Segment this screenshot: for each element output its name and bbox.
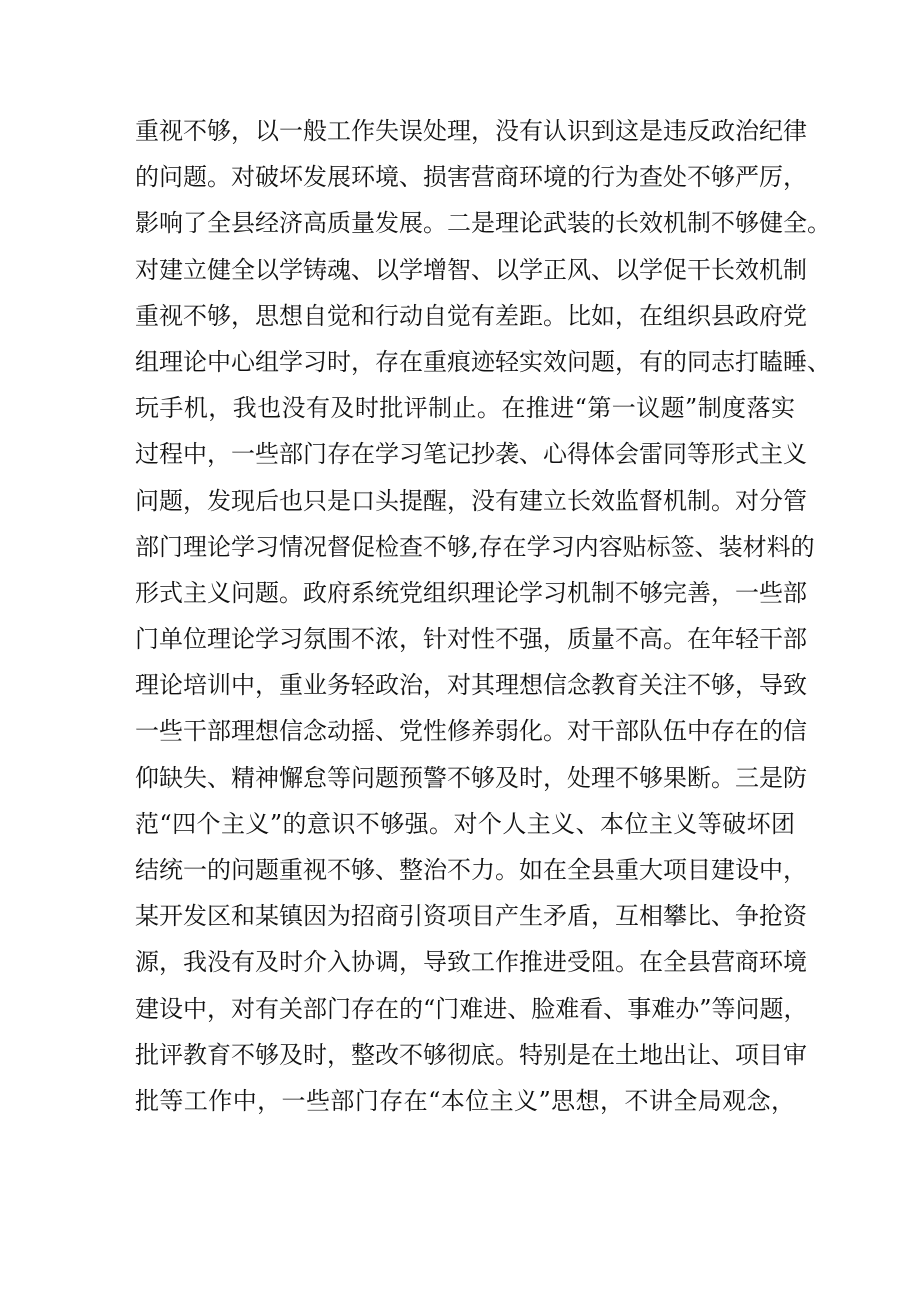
text-line: 源，我没有及时介入协调，导致工作推进受阻。在全县营商环境 — [135, 948, 807, 977]
text-line: 玩手机，我也没有及时批评制止。在推进“第一议题”制度落实 — [135, 394, 795, 423]
text-line: 某开发区和某镇因为招商引资项目产生矛盾，互相攀比、争抢资 — [135, 902, 807, 931]
text-line: 一些干部理想信念动摇、党性修养弱化。对干部队伍中存在的信 — [135, 717, 807, 746]
text-line: 部门理论学习情况督促检查不够,存在学习内容贴标签、装材料的 — [135, 532, 815, 561]
text-line: 结统一的问题重视不够、整治不力。如在全县重大项目建设中， — [135, 856, 807, 884]
text-line: 门单位理论学习氛围不浓，针对性不强，质量不高。在年轻干部 — [135, 625, 807, 654]
text-line: 问题，发现后也只是口头提醒，没有建立长效监督机制。对分管 — [135, 486, 807, 515]
text-line: 批等工作中，一些部门存在“本位主义”思想，不讲全局观念， — [135, 1086, 795, 1115]
text-line: 过程中，一些部门存在学习笔记抄袭、心得体会雷同等形式主义 — [135, 440, 807, 469]
text-line: 重视不够，思想自觉和行动自觉有差距。比如，在组织县政府党 — [135, 301, 807, 330]
text-line: 理论培训中，重业务轻政治，对其理想信念教育关注不够，导致 — [135, 671, 807, 700]
body-text — [135, 108, 831, 1124]
text-line: 批评教育不够及时，整改不够彻底。特别是在土地出让、项目审 — [135, 1040, 807, 1069]
text-line: 形式主义问题。政府系统党组织理论学习机制不够完善，一些部 — [135, 578, 807, 607]
text-line: 仰缺失、精神懈怠等问题预警不够及时，处理不够果断。三是防 — [135, 763, 807, 792]
text-line: 重视不够，以一般工作失误处理，没有认识到这是违反政治纪律 — [135, 117, 807, 145]
text-line: 组理论中心组学习时，存在重痕迹轻实效问题，有的同志打瞌睡、 — [135, 347, 831, 376]
text-line: 影响了全县经济高质量发展。二是理论武装的长效机制不够健全。 — [135, 209, 831, 238]
text-line: 范“四个主义”的意识不够强。对个人主义、本位主义等破坏团 — [135, 809, 795, 838]
text-line: 的问题。对破坏发展环境、损害营商环境的行为查处不够严厉， — [135, 163, 807, 192]
text-line: 建设中，对有关部门存在的“门难进、脸难看、事难办”等问题， — [135, 994, 808, 1023]
text-line: 对建立健全以学铸魂、以学增智、以学正风、以学促干长效机制 — [135, 255, 807, 284]
